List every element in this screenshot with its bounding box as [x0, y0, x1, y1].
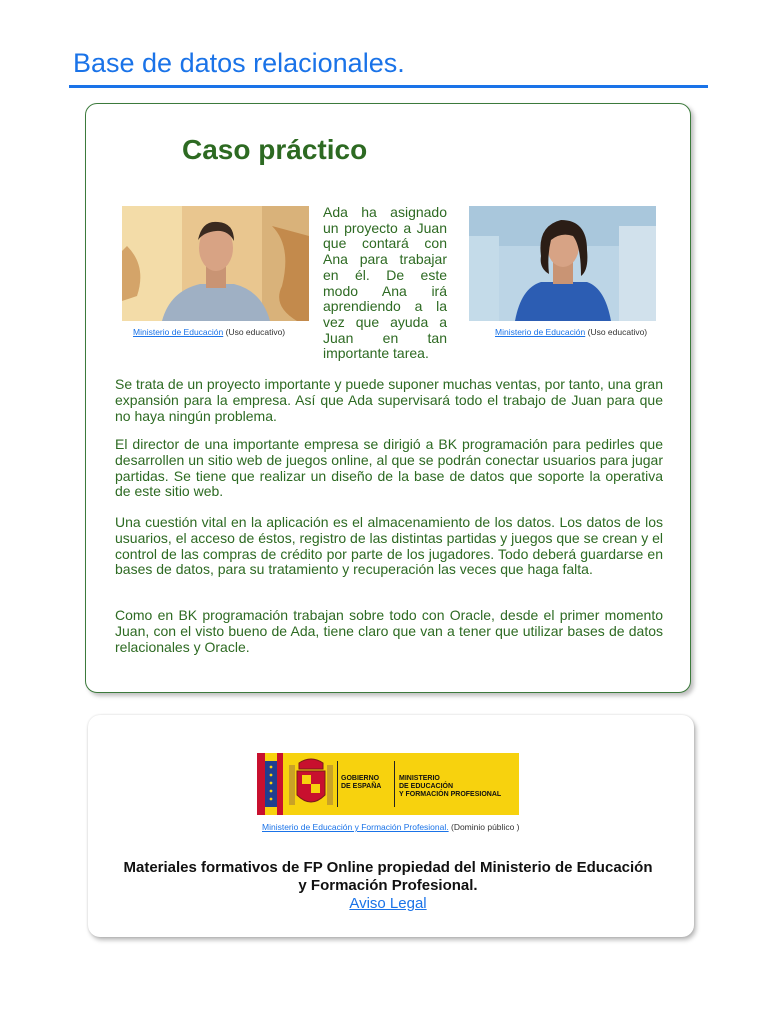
footer-ownership-text	[120, 859, 656, 912]
body-paragraph: Como en BK programación trabajan sobre todo con Oracle, desde el primer momento Juan, con el visto bueno de Ada, tiene claro que van a tener que utilizar bases de datos relacionales y Oracle.	[115, 607, 663, 655]
logo-caption	[262, 822, 520, 832]
photo-caption	[495, 327, 647, 337]
legal-notice-link[interactable]: Aviso Legal	[349, 895, 427, 912]
logo-gobierno-line2: DE ESPAÑA	[341, 783, 382, 790]
juan-photo	[122, 206, 309, 321]
body-paragraph: El director de una importante empresa se dirigió a BK programación para pedirles que desarrollen un sitio web de juegos online, al que se podrán conectar usuarios para jugar partidas. Se tiene que realizar un diseño de la base de datos que soporte la operativa de este sitio web.	[115, 436, 663, 500]
photo-caption-link[interactable]: Ministerio de Educación	[133, 327, 224, 337]
logo-ministerio-line2: DE EDUCACIÓN	[399, 783, 454, 790]
logo-ministerio-line3: Y FORMACIÓN PROFESIONAL	[399, 791, 502, 798]
ministry-logo	[257, 753, 519, 815]
intro-paragraph: Ada ha asignado un proyecto a Juan que contará con Ana para trabajar en él. De este modo Ana irá aprendiendo a la vez que ayuda a Juan en tan importante tarea.	[323, 204, 447, 362]
photo-caption-license: (Uso educativo)	[585, 327, 648, 337]
logo-gobierno-line1: GOBIERNO	[341, 775, 380, 782]
body-paragraph: Una cuestión vital en la aplicación es el almacenamiento de los datos. Los datos de los usuarios, el acceso de éstos, registro de las distintas partidas y juegos que se crean y el control de las compras de crédito por parte de los jugadores. Todo deberá guardarse en bases de datos, para su tratamiento y recuperación las veces que haga falta.	[115, 514, 663, 578]
case-heading: Caso práctico	[182, 134, 368, 165]
body-paragraph: Se trata de un proyecto importante y puede suponer muchas ventas, por tanto, una gran expansión para la empresa. Así que Ada supervisará todo el trabajo de Juan para que no haya ningún problema.	[115, 376, 663, 424]
logo-caption-link[interactable]: Ministerio de Educación y Formación Profesional.	[262, 822, 449, 832]
logo-ministerio-line1: MINISTERIO	[399, 775, 440, 782]
ana-photo	[469, 206, 656, 321]
title-divider	[69, 85, 708, 88]
photo-caption	[133, 327, 285, 337]
logo-caption-license: (Dominio público )	[448, 822, 520, 832]
photo-caption-license: (Uso educativo)	[223, 327, 286, 337]
page-title: Base de datos relacionales.	[73, 48, 405, 78]
photo-caption-link[interactable]: Ministerio de Educación	[495, 327, 586, 337]
footer-ownership-label: Materiales formativos de FP Online propiedad del Ministerio de Educación y Formación Profesional.	[123, 859, 653, 894]
